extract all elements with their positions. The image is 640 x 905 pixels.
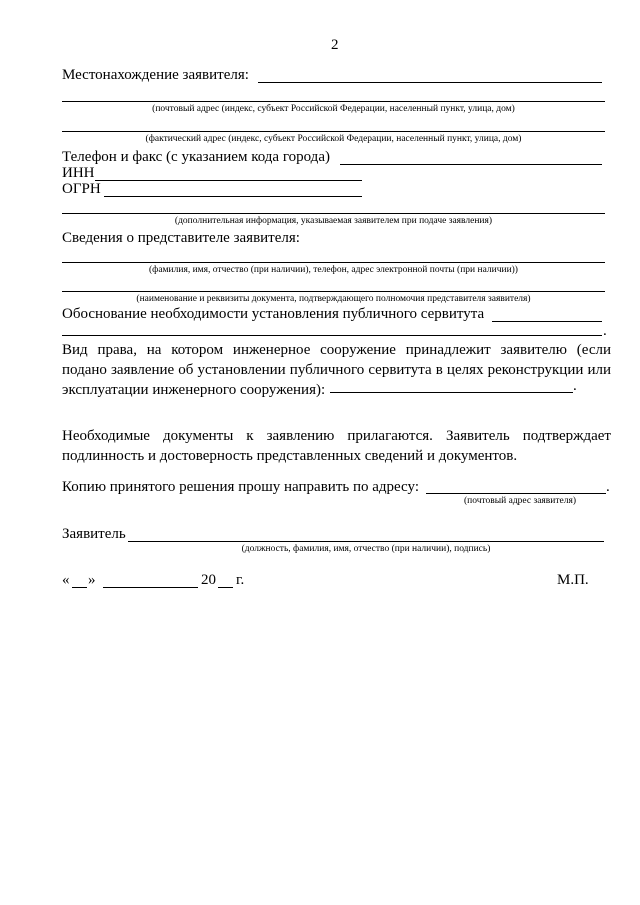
applicant-label: Заявитель: [62, 526, 126, 542]
date-year-line[interactable]: [218, 587, 233, 588]
copy-label: Копию принятого решения прошу направить по адресу:: [62, 479, 419, 495]
right-type-line[interactable]: [330, 392, 573, 393]
stamp-label: М.П.: [557, 572, 589, 588]
representative-caption: (фамилия, имя, отчество (при наличии), телефон, адрес электронной почты (при наличии)): [149, 265, 518, 275]
authority-doc-caption: (наименование и реквизиты документа, подтверждающего полномочия представителя заявителя): [136, 294, 531, 304]
copy-address-line[interactable]: [426, 493, 606, 494]
documents-paragraph: Необходимые документы к заявлению прилагаются. Заявитель подтверждает подлинность и достоверность представленных сведений и документов.: [62, 428, 611, 464]
right-type-paragraph: [62, 340, 611, 400]
justification-line-2[interactable]: [62, 335, 602, 336]
inn-label: ИНН: [62, 165, 95, 181]
representative-label: Сведения о представителе заявителя:: [62, 230, 300, 246]
postal-address-line[interactable]: [62, 101, 605, 102]
location-line[interactable]: [258, 82, 602, 83]
phone-line[interactable]: [340, 164, 602, 165]
date-year-prefix: 20: [201, 572, 216, 588]
copy-end: .: [606, 479, 610, 495]
date-open-quote: «: [62, 572, 70, 588]
actual-address-line[interactable]: [62, 131, 605, 132]
ogrn-line[interactable]: [104, 196, 362, 197]
date-year-suffix: г.: [236, 572, 245, 588]
postal-address-caption: (почтовый адрес (индекс, субъект Российской Федерации, населенный пункт, улица, дом): [152, 104, 515, 114]
additional-info-line[interactable]: [62, 213, 605, 214]
justification-label: Обоснование необходимости установления публичного сервитута: [62, 306, 485, 322]
date-close-quote: »: [88, 572, 96, 588]
applicant-caption: (должность, фамилия, имя, отчество (при наличии), подпись): [241, 544, 491, 554]
justification-line-1[interactable]: [492, 321, 602, 322]
actual-address-caption: (фактический адрес (индекс, субъект Российской Федерации, населенный пункт, улица, дом): [145, 134, 522, 144]
right-type-end: .: [573, 378, 577, 394]
copy-caption: (почтовый адрес заявителя): [463, 496, 577, 506]
applicant-line[interactable]: [128, 541, 604, 542]
location-label: Местонахождение заявителя:: [62, 67, 249, 83]
additional-info-caption: (дополнительная информация, указываемая заявителем при подаче заявления): [174, 216, 493, 226]
phone-label: Телефон и факс (с указанием кода города): [62, 149, 330, 165]
page-number: 2: [331, 37, 339, 53]
inn-line[interactable]: [95, 180, 362, 181]
justification-end: .: [603, 323, 607, 339]
date-month-line[interactable]: [103, 587, 198, 588]
ogrn-label: ОГРН: [62, 181, 101, 197]
authority-doc-line[interactable]: [62, 291, 605, 292]
right-type-text: Вид права, на котором инженерное сооружение принадлежит заявителю (если подано заявление об установлении публичного сервитута в целях реконструкции или эксплуатации инженерного сооружения):: [62, 342, 611, 398]
date-day-line[interactable]: [72, 587, 87, 588]
representative-line[interactable]: [62, 262, 605, 263]
